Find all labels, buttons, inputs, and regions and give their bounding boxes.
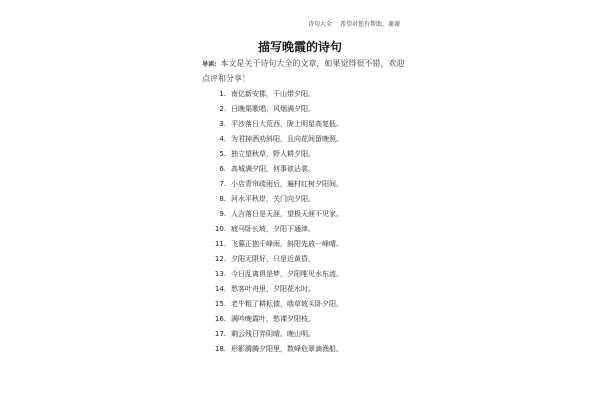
header-tagline: 希望对您有帮助，谢谢 bbox=[339, 21, 400, 28]
item-text: 南亿新安郡，千山带夕阳。 bbox=[231, 90, 315, 98]
item-number: 3. bbox=[219, 120, 226, 128]
item-text: 为君掉酒劝斜阳，且向花间留晚照。 bbox=[231, 135, 343, 143]
intro-label: 导读: bbox=[202, 61, 217, 68]
list-item bbox=[214, 282, 343, 297]
list-item bbox=[214, 327, 343, 342]
item-text: 剩云残日弄阴晴。晚山明。 bbox=[231, 330, 315, 338]
item-number: 4. bbox=[219, 135, 226, 143]
page-title: 描写晚霞的诗句 bbox=[257, 40, 342, 54]
item-text: 独立望秋草，野人耕夕阳。 bbox=[231, 150, 315, 158]
item-text: 满吟晚霞叶，愁裸夕阳枝。 bbox=[231, 315, 315, 323]
item-number: 5. bbox=[219, 150, 226, 158]
item-text: 日晚渠歌唱，风烟满夕阳。 bbox=[231, 105, 315, 113]
list-item bbox=[214, 162, 343, 177]
item-text: 河水平秋岸，关门向夕阳。 bbox=[231, 195, 315, 203]
item-text: 高城满夕阳，何事欲沾裳。 bbox=[231, 165, 315, 173]
list-item bbox=[214, 192, 343, 207]
item-number: 17. bbox=[214, 330, 226, 338]
item-text: 老牛粗了耕耘债，啮草坡头卧夕阳。 bbox=[231, 300, 343, 308]
item-number: 7. bbox=[219, 180, 226, 188]
item-number: 15. bbox=[214, 300, 226, 308]
item-number: 12. bbox=[214, 255, 226, 263]
item-text: 愁客叶舟里，夕阳花水时。 bbox=[231, 285, 315, 293]
item-number: 13. bbox=[214, 270, 226, 278]
list-item bbox=[214, 222, 343, 237]
item-text: 飞暮正抱千峰雨，斜阳先放一峰晴。 bbox=[231, 240, 343, 248]
list-item bbox=[214, 207, 343, 222]
list-item bbox=[214, 297, 343, 312]
item-text: 人言落日是天涯，望极天涯不见家。 bbox=[231, 210, 343, 218]
poem-list bbox=[214, 87, 343, 357]
item-number: 2. bbox=[219, 105, 226, 113]
item-text: 形影腾腾夕阳里，数峰危翠滴渔船。 bbox=[231, 345, 343, 353]
list-item bbox=[214, 147, 343, 162]
page-header bbox=[308, 19, 406, 28]
item-number: 1. bbox=[219, 90, 226, 98]
item-text: 平沙落日大荒西，陇上明星高复低。 bbox=[231, 120, 343, 128]
list-item bbox=[214, 312, 343, 327]
item-text: 今日乱离俱是梦，夕阳唯见水东流。 bbox=[231, 270, 343, 278]
list-item bbox=[214, 342, 343, 357]
list-item bbox=[214, 237, 343, 252]
list-item bbox=[214, 267, 343, 282]
item-number: 14. bbox=[214, 285, 226, 293]
list-item bbox=[214, 132, 343, 147]
item-number: 16. bbox=[214, 315, 226, 323]
item-number: 10. bbox=[214, 225, 226, 233]
list-item bbox=[214, 87, 343, 102]
item-text: 疲马卧长坡，夕阳下通津。 bbox=[231, 225, 315, 233]
site-name[interactable]: 诗句大全 bbox=[308, 21, 333, 28]
list-item bbox=[214, 102, 343, 117]
intro-paragraph bbox=[202, 57, 408, 86]
item-number: 9. bbox=[219, 210, 226, 218]
item-number: 18. bbox=[214, 345, 226, 353]
item-text: 小店青帘疏雨后，遍村红树夕阳间。 bbox=[231, 180, 343, 188]
item-number: 11. bbox=[214, 240, 226, 248]
list-item bbox=[214, 177, 343, 192]
item-text: 夕阳无限好，只是近黄昏。 bbox=[231, 255, 315, 263]
list-item bbox=[214, 117, 343, 132]
item-number: 6. bbox=[219, 165, 226, 173]
item-number: 8. bbox=[219, 195, 226, 203]
intro-text: 本文是关于诗句大全的文章，如果觉得很不错，欢迎点评和分享！ bbox=[202, 59, 405, 83]
list-item bbox=[214, 252, 343, 267]
